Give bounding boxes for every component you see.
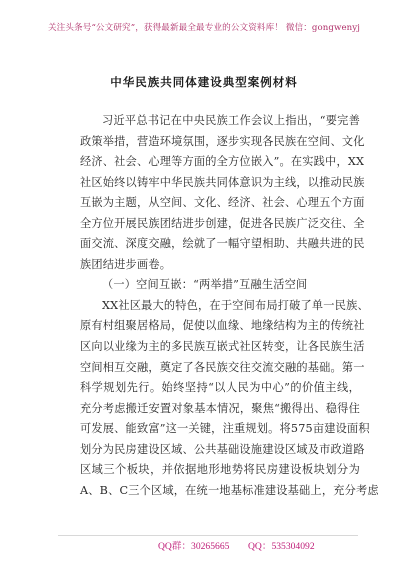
paragraph-line: 可发展、能致富”这一关键，注重规划。将575亩建设面积 <box>80 422 370 436</box>
paragraph-line: 充分考虑搬迁安置对象基本情况，聚焦“搬得出、稳得住 <box>80 401 360 415</box>
footer-divider <box>58 535 358 536</box>
paragraph-line: 区向以业缘为主的多民族互嵌式社区转变，让各民族生活 <box>80 340 365 354</box>
document-body <box>80 111 379 501</box>
paragraph-line: 经济、社会、心理等方面的全方位嵌入”。在实践中，XX <box>80 155 365 169</box>
footer <box>10 535 398 565</box>
paragraph-line: 原有村组聚居格局，促使以血缘、地缘结构为主的传统社 <box>80 319 365 333</box>
paragraph-line: 互嵌为主题，从空间、文化、经济、社会、心理五个方面 <box>80 196 365 210</box>
paragraph-line: XX社区最大的特色，在于空间布局打破了单一民族、 <box>102 298 369 312</box>
paragraph-line: 划分为民房建设区域、公共基础设施建设区域及市政道路 <box>80 442 365 456</box>
paragraph-line: 区域三个板块，并依据地形地势将民房建设板块划分为 <box>80 463 360 477</box>
paragraph-line: 族团结进步画卷。 <box>80 257 172 271</box>
paragraph-line: 面交流、深度交融，绘就了一幅守望相助、共融共进的民 <box>80 237 365 251</box>
paragraph-line: A、B、C三个区域，在统一地基标准建设基础上，充分考虑 <box>80 483 379 497</box>
footer-qq-group: QQ群：30265665 <box>158 541 230 552</box>
section-heading: （一）空间互嵌：“两举措”互融生活空间 <box>102 278 308 292</box>
paragraph-line: 习近平总书记在中央民族工作会议上指出，“要完善 <box>102 114 360 127</box>
header-banner: 关注头条号“公文研究”，获得最新最全最专业的公文资料库！ 微信：gongwenyj <box>47 23 361 33</box>
footer-qq-contact: QQ：535304092 <box>248 541 315 552</box>
paragraph-line: 空间相互交融，奠定了各民族交往交流交融的基础。第一 <box>80 360 365 374</box>
document-title: 中华民族共同体建设典型案例材料 <box>110 75 298 89</box>
paragraph-line: 社区始终以铸牢中华民族共同体意识为主线，以推动民族 <box>80 175 365 189</box>
paragraph-line: 政策举措，营造环境氛围，逐步实现各民族在空间、文化 <box>80 134 365 148</box>
paragraph-line: 全方位开展民族团结进步创建，促进各民族广泛交往、全 <box>80 216 365 230</box>
paragraph-line: 科学规划先行。始终坚持“以人民为中心”的价值主线， <box>80 381 360 395</box>
